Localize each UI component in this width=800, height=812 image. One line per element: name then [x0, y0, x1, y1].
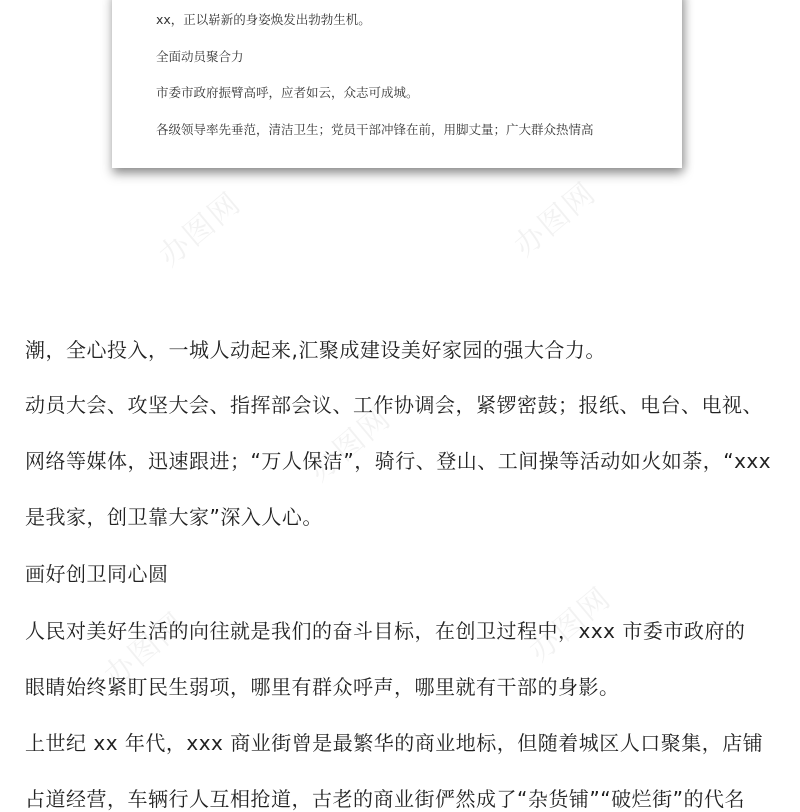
card-text-line: 市委市政府振臂高呼，应者如云，众志可成城。	[156, 85, 419, 100]
paragraph-line: 占道经营，车辆行人互相抢道，古老的商业街俨然成了“杂货铺”“破烂街”的代名	[25, 787, 745, 811]
section-heading: 画好创卫同心圆	[25, 562, 169, 586]
card-section-heading: 全面动员聚合力	[156, 49, 244, 64]
watermark: 办图网	[522, 580, 619, 669]
watermark: 办图网	[97, 605, 194, 694]
paragraph-line: 潮，全心投入，一城人动起来,汇聚成建设美好家园的强大合力。	[25, 338, 606, 362]
paragraph-line: 上世纪 xx 年代，xxx 商业街曾是最繁华的商业地标，但随着城区人口聚集，店铺	[25, 731, 764, 755]
watermark: 办图网	[302, 400, 399, 489]
paragraph-line: 动员大会、攻坚大会、指挥部会议、工作协调会，紧锣密鼓；报纸、电台、电视、	[25, 393, 763, 417]
card-text-line: xx，正以崭新的身姿焕发出勃勃生机。	[156, 12, 371, 27]
watermark: 办图网	[152, 185, 249, 274]
watermark: 办图网	[507, 175, 604, 264]
document-preview-card	[112, 0, 682, 168]
card-text-line: 各级领导率先垂范，清洁卫生；党员干部冲锋在前，用脚丈量；广大群众热情高	[156, 122, 594, 137]
paragraph-line: 是我家，创卫靠大家”深入人心。	[25, 505, 323, 529]
paragraph-line: 眼睛始终紧盯民生弱项，哪里有群众呼声，哪里就有干部的身影。	[25, 675, 620, 699]
paragraph-line: 人民对美好生活的向往就是我们的奋斗目标，在创卫过程中，xxx 市委市政府的	[25, 619, 746, 643]
paragraph-line: 网络等媒体，迅速跟进；“万人保洁”，骑行、登山、工间操等活动如火如荼，“xxx	[25, 449, 772, 473]
